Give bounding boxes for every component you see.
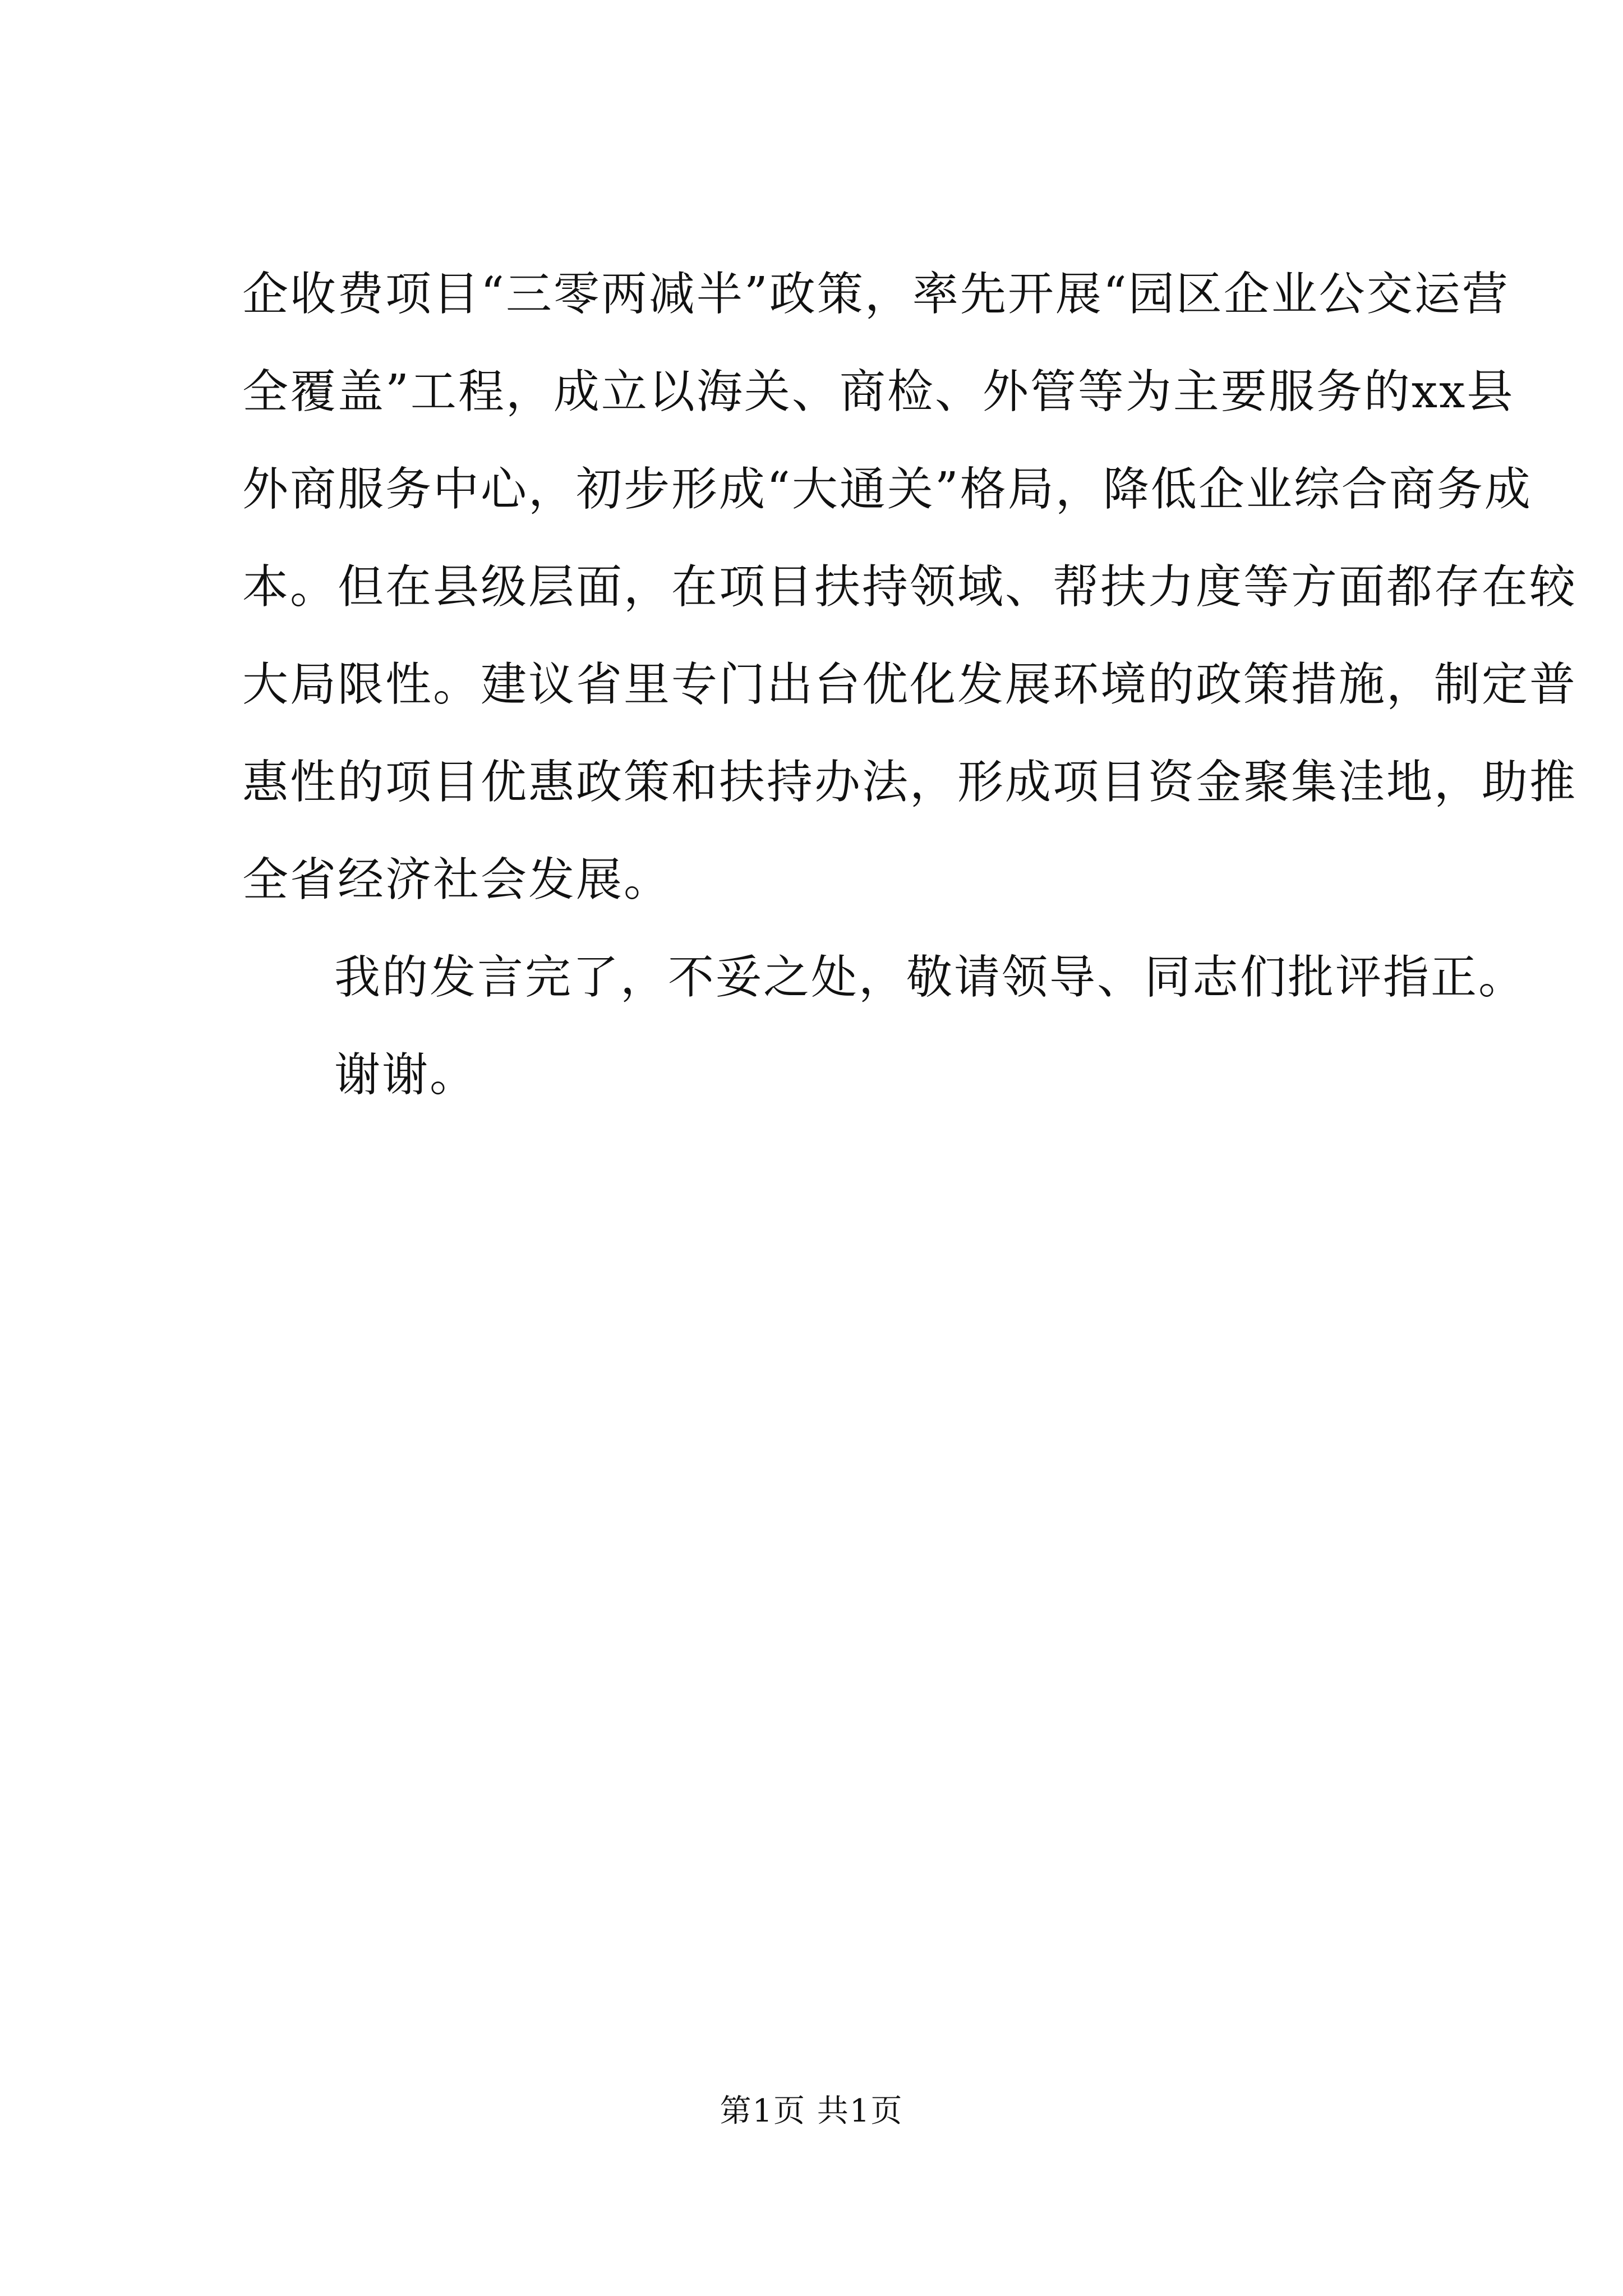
paragraph-line: 大局限性。建议省里专门出台优化发展环境的政策措施，制定普 <box>242 658 1578 711</box>
document-body <box>242 246 1578 1124</box>
paragraph-line: 全省经济社会发展。 <box>242 853 672 907</box>
paragraph-line: 本。但在县级层面，在项目扶持领域、帮扶力度等方面都存在较 <box>242 560 1578 614</box>
paragraph-line: 惠性的项目优惠政策和扶持办法，形成项目资金聚集洼地，助推 <box>242 756 1578 809</box>
thanks-paragraph: 谢谢。 <box>334 1048 478 1102</box>
paragraph-line: 全覆盖”工程，成立以海关、商检、外管等为主要服务的xx县 <box>242 365 1515 418</box>
closing-paragraph: 我的发言完了，不妥之处，敬请领导、同志们批评指正。 <box>334 951 1527 1004</box>
paragraph-line: 外商服务中心，初步形成“大通关”格局，降低企业综合商务成 <box>242 463 1532 516</box>
page-footer: 第1页 共1页 <box>720 2093 903 2129</box>
paragraph-line: 企收费项目“三零两减半”政策，率先开展“园区企业公交运营 <box>242 268 1510 321</box>
